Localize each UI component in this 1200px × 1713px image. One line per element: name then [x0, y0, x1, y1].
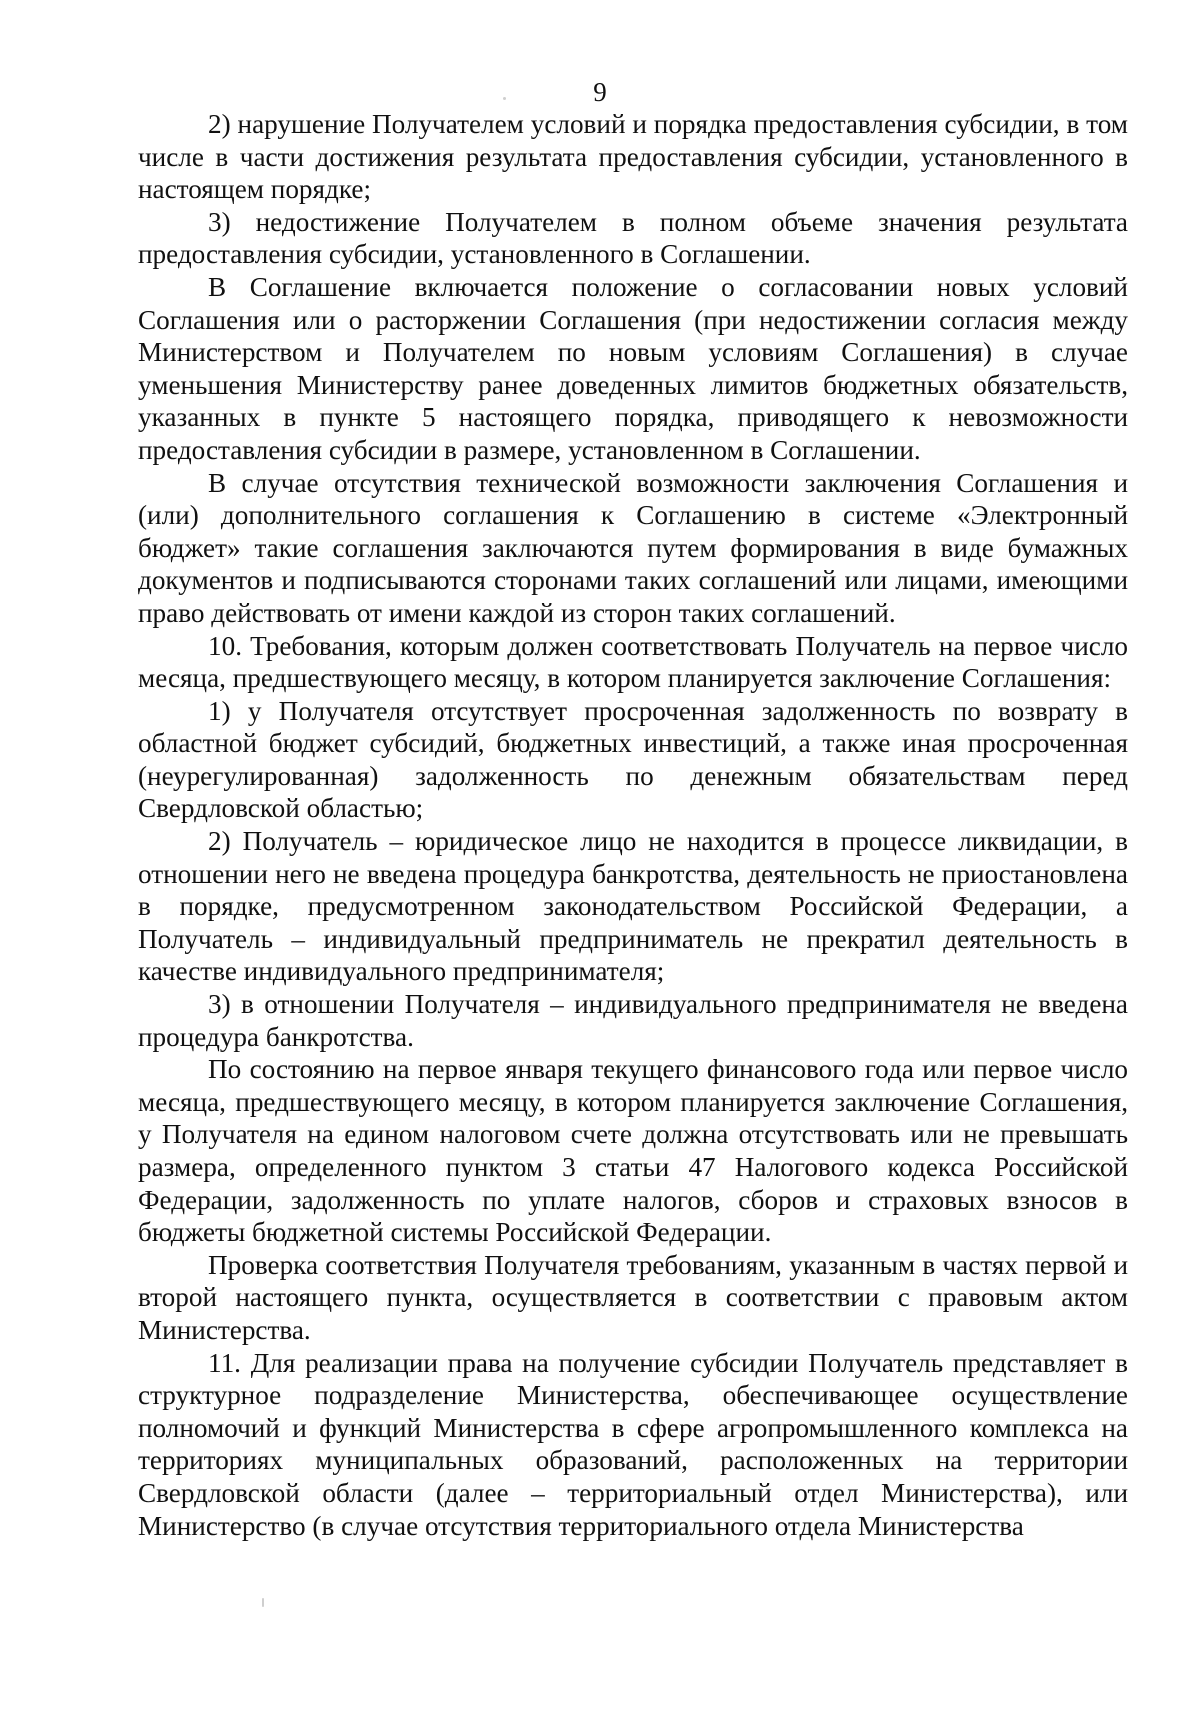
- paragraph: 2) Получатель – юридическое лицо не находится в процессе ликвидации, в отношении него не введена процедура банкротства, деятельность не приостановлена в порядке, предусмотренном законодательством Российской Федерации, а Получатель – индивидуальный предприниматель не прекратил деятельность в качестве индивидуального предпринимателя;: [138, 826, 1128, 987]
- paragraph: 10. Требования, которым должен соответствовать Получатель на первое число месяца, предшествующего месяцу, в котором планируется заключение Соглашения:: [138, 630, 1128, 694]
- paragraph: 11. Для реализации права на получение субсидии Получатель представляет в структурное подразделение Министерства, обеспечивающее осуществление полномочий и функций Министерства в сфере агропромышленного комплекса на территориях муниципальных образований, расположенных на территории Свердловской области (далее – территориальный отдел Министерства), или Министерство (в случае отсутствия территориального отдела Министерства: [138, 1347, 1128, 1541]
- paragraph: По состоянию на первое января текущего финансового года или первое число месяца, предшествующего месяцу, в котором планируется заключение Соглашения, у Получателя на едином налоговом счете должна отсутствовать или не превышать размера, определенного пунктом 3 статьи 47 Налогового кодекса Российской Федерации, задолженность по уплате налогов, сборов и страховых взносов в бюджеты бюджетной системы Российской Федерации.: [138, 1054, 1128, 1248]
- paragraph: В Соглашение включается положение о согласовании новых условий Соглашения или о расторжении Соглашения (при недостижении согласия между Министерством и Получателем по новым условиям Соглашения) в случае уменьшения Министерству ранее доведенных лимитов бюджетных обязательств, указанных в пункте 5 настоящего порядка, приводящего к невозможности предоставления субсидии в размере, установленном в Соглашении.: [138, 271, 1128, 465]
- paragraph: 3) в отношении Получателя – индивидуального предпринимателя не введена процедура банкротства.: [138, 989, 1128, 1052]
- paragraph: 2) нарушение Получателем условий и порядка предоставления субсидии, в том числе в части достижения результата предоставления субсидии, установленного в настоящем порядке;: [138, 109, 1128, 205]
- scan-speck: [262, 1598, 264, 1607]
- document-body: [138, 108, 1128, 1542]
- paragraph: 1) у Получателя отсутствует просроченная задолженность по возврату в областной бюджет субсидий, бюджетных инвестиций, а также иная просроченная (неурегулированная) задолженность по денежным обязательствам перед Свердловской областью;: [138, 695, 1128, 824]
- paragraph: В случае отсутствия технической возможности заключения Соглашения и (или) дополнительного соглашения к Соглашению в системе «Электронный бюджет» такие соглашения заключаются путем формирования в виде бумажных документов и подписываются сторонами таких соглашений или лицами, имеющими право действовать от имени каждой из сторон таких соглашений.: [138, 467, 1128, 628]
- paragraph: Проверка соответствия Получателя требованиям, указанным в частях первой и второй настоящего пункта, осуществляется в соответствии с правовым актом Министерства.: [138, 1249, 1128, 1345]
- paragraph: 3) недостижение Получателем в полном объеме значения результата предоставления субсидии, установленного в Соглашении.: [138, 206, 1128, 270]
- page-number: 9: [593, 77, 607, 107]
